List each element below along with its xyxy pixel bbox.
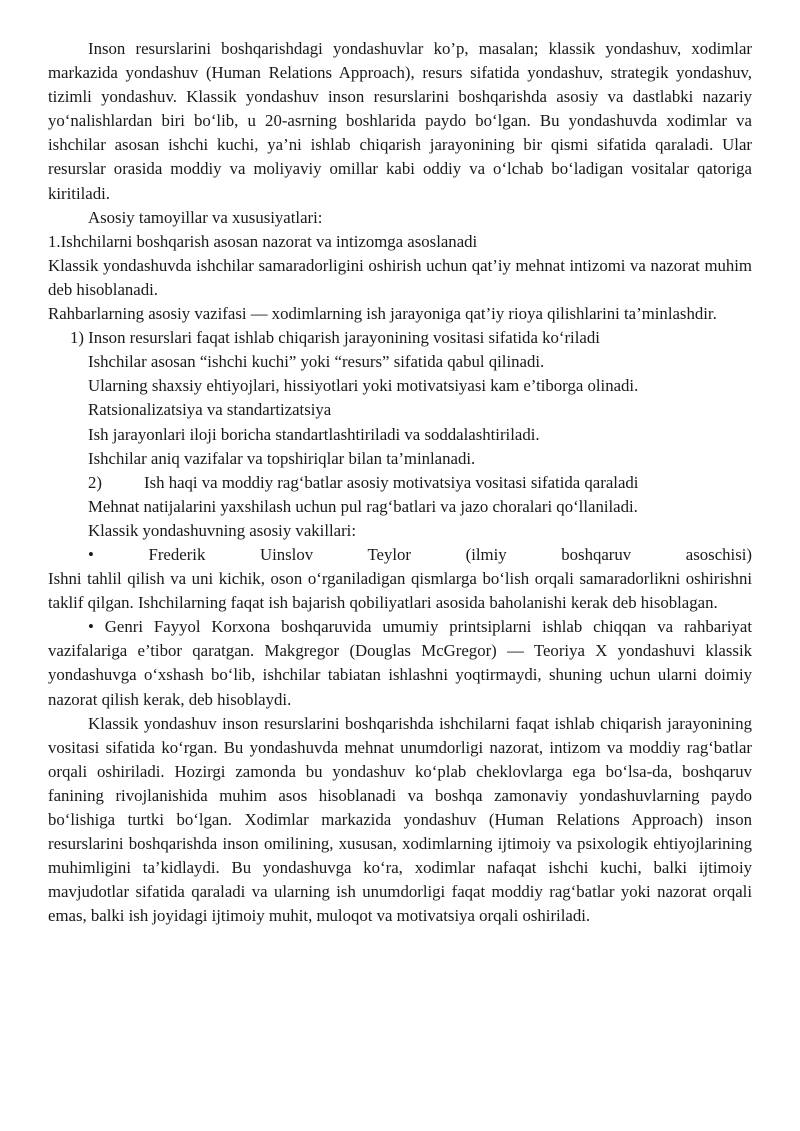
principle-1-text-b: Rahbarlarning asosiy vazifasi — xodimlarning ish jarayoniga qat’iy rioya qilishlarini ta’minlashdir. [48,304,717,324]
intro-paragraph: Inson resurslarini boshqarishdagi yondashuvlar ko’p, masalan; klassik yondashuv, xodimlar markazida yondashuv (Human Relations Approach), resurs sifatida yondashuv, strategik yondashuv, tizimli yondashuv. Klassik yondashuv inson resurslarini boshqarishda asosiy va dastlabki nazariy yo‘nalishlardan biri bo‘lib, u 20-asrning boshlarida paydo bo‘lgan. Bu yondashuvda xodimlar va ishchilar asosan ishchi kuchi, ya’ni ishlab chiqarish jarayonining bir qismi sifatida qaraladi. Ular resurslar orasida moddiy va moliyaviy omillar kabi oddiy va o‘lchab bo‘ladigan vositalar qatoriga kiritiladi. [48,39,752,203]
item-2-detail: Mehnat natijalarini yaxshilash uchun pul rag‘batlari va jazo choralari qo‘llaniladi. [88,496,638,516]
principles-heading: Asosiy tamoyillar va xususiyatlari: [88,207,323,227]
fayol-paragraph: • Genri Fayyol Korxona boshqaruvida umumiy printsiplarni ishlab chiqqan va rahbariyat vazifalariga e’tibor qaratgan. Makgregor (Douglas McGregor) — Teoriya X yondashuvi klassik yondashuvga o‘xshash bo‘lib, ishchilar tabiatan ishlashni yoqtirmaydi, shuning uchun ularni doimiy nazorat qilish kerak, deb hisoblaydi. [48,617,752,709]
taylor-paragraph: Ishni tahlil qilish va uni kichik, oson o‘rganiladigan qismlarga bo‘lish orqali samaradorlikni oshirishni taklif qilgan. Ishchilarning faqat ish bajarish qobiliyatlari asosida baholanishi kerak deb hisoblagan. [48,569,752,613]
taylor-line: • Frederik Uinslov Teylor (ilmiy boshqaruv asoschisi) [88,544,752,564]
item-1-detail-b: Ularning shaxsiy ehtiyojlari, hissiyotlari yoki motivatsiyasi kam e’tiborga olinadi. [88,376,639,396]
document-page [48,37,752,928]
principle-1-text-a: Klassik yondashuvda ishchilar samaradorligini oshirish uchun qat’iy mehnat intizomi va nazorat muhim deb hisoblanadi. [48,255,752,299]
representatives-heading: Klassik yondashuvning asosiy vakillari: [88,520,357,540]
numbered-item-2-text: Ish haqi va moddiy rag‘batlar asosiy motivatsiya vositasi sifatida qaraladi [144,472,639,492]
rationalization-heading: Ratsionalizatsiya va standartizatsiya [88,400,332,420]
numbered-item-1: 1) Inson resurslari faqat ishlab chiqarish jarayonining vositasi sifatida ko‘riladi [70,328,600,348]
numbered-item-2 [48,471,752,495]
item-1-detail-a: Ishchilar asosan “ishchi kuchi” yoki “resurs” sifatida qabul qilinadi. [88,352,545,372]
rationalization-detail-a: Ish jarayonlari iloji boricha standartlashtiriladi va soddalashtiriladi. [88,424,540,444]
conclusion-paragraph: Klassik yondashuv inson resurslarini boshqarishda ishchilarni faqat ishlab chiqarish jarayonining vositasi sifatida ko‘rgan. Bu yondashuvda mehnat unumdorligi nazorat, intizom va moddiy rag‘batlar orqali oshiriladi. Hozirgi zamonda bu yondashuv ko‘plab cheklovlarga ega bo‘lsa-da, boshqaruv fanining rivojlanishida muhim asos hisoblanadi va boshqa zamonaviy yondashuvlarning paydo bo‘lishiga turtki bo‘lgan. Xodimlar markazida yondashuv (Human Relations Approach) inson resurslarini boshqarishda inson omilining, xususan, xodimlarning ijtimoiy va psixologik ehtiyojlarining muhimligini ta’kidlaydi. Bu yondashuvga ko‘ra, xodimlar nafaqat ishchi kuchi, balki ijtimoiy mavjudotlar sifatida qaraladi va ularning ish unumdorligi faqat moddiy rag‘batlar yoki nazorat orqali emas, balki ish joyidagi ijtimoiy muhit, muloqot va motivatsiya orqali oshiriladi. [48,713,752,926]
numbered-item-2-number: 2) [88,472,102,492]
principle-1-heading: 1.Ishchilarni boshqarish asosan nazorat va intizomga asoslanadi [48,231,478,251]
rationalization-detail-b: Ishchilar aniq vazifalar va topshiriqlar bilan ta’minlanadi. [88,448,476,468]
